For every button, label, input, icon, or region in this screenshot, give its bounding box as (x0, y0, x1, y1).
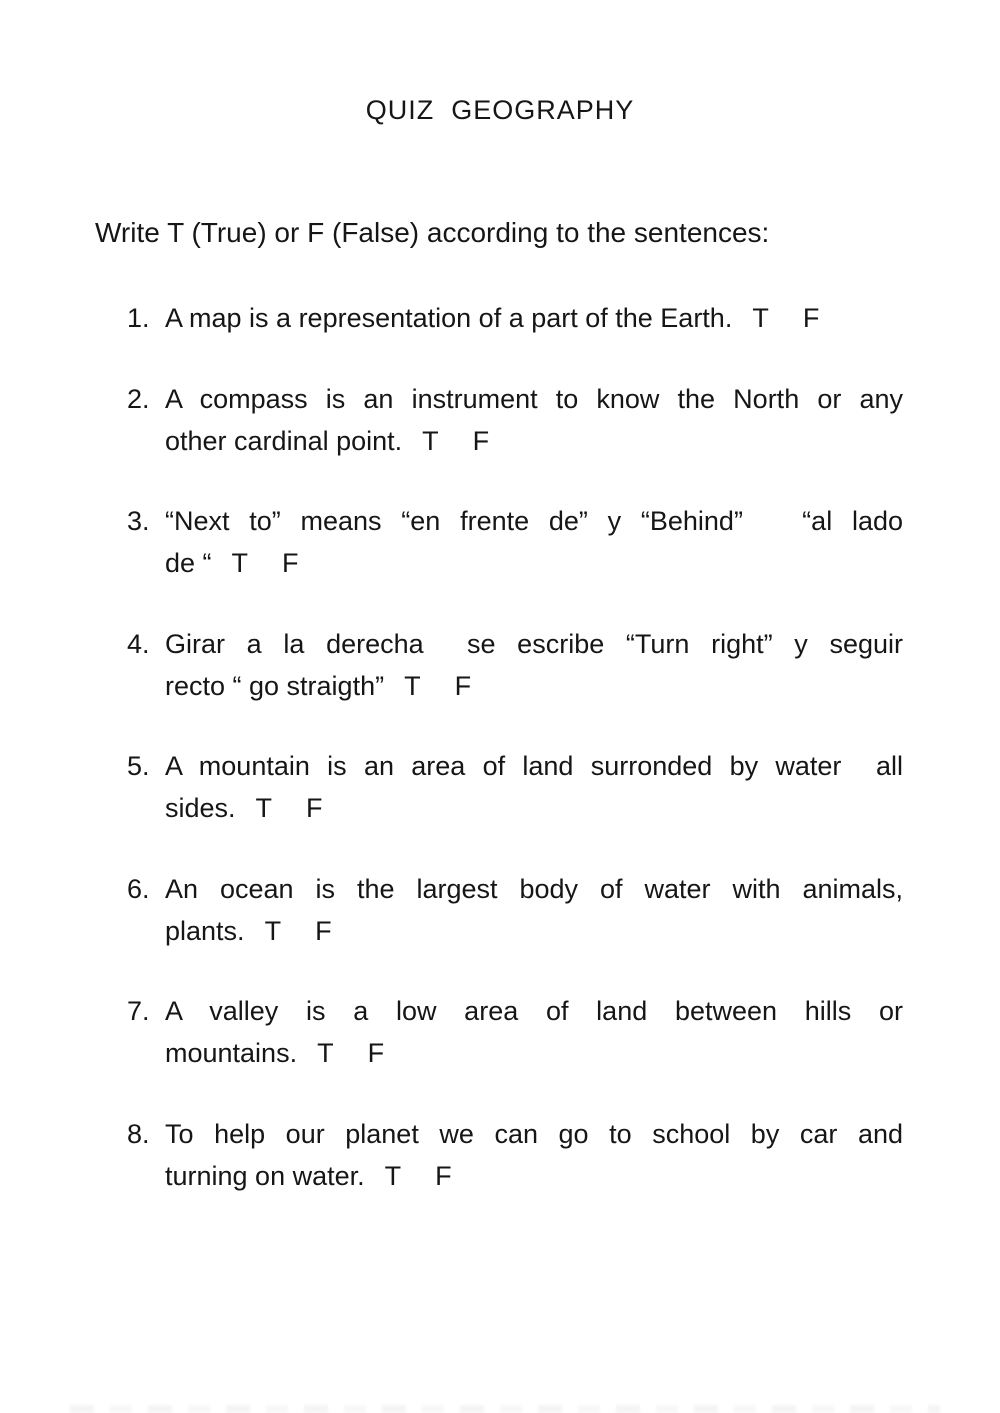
question-item (127, 868, 917, 952)
question-number: 6. (127, 873, 150, 904)
question-list (127, 297, 917, 1235)
false-option[interactable]: F (472, 425, 490, 456)
question-line-1: An ocean is the largest body of water with animals, (165, 873, 903, 904)
question-line-2 (165, 1155, 903, 1197)
true-option[interactable]: T (317, 1038, 334, 1068)
question-number: 5. (127, 751, 150, 781)
page-title: QUIZ GEOGRAPHY (365, 95, 635, 125)
question-line-2 (165, 787, 903, 829)
true-option[interactable]: T (255, 793, 273, 823)
question-text: plants. (165, 915, 245, 946)
true-option[interactable]: T (231, 548, 249, 578)
question-number: 4. (127, 628, 150, 659)
question-item (127, 297, 917, 339)
cut-off-text-line (70, 1405, 940, 1413)
question-item (127, 500, 917, 584)
question-text: mountains. (165, 1038, 298, 1068)
question-line-1: A valley is a low area of land between hills or (165, 996, 903, 1026)
true-option[interactable]: T (422, 425, 439, 456)
question-line-2 (165, 420, 903, 462)
false-option[interactable]: F (367, 1038, 385, 1068)
instruction-text: Write T (True) or F (False) according to the sentences: (95, 217, 770, 248)
question-text: turning on water. (165, 1160, 365, 1191)
question-number: 7. (127, 996, 150, 1026)
question-line-2 (165, 542, 903, 584)
question-line-2 (165, 1032, 903, 1074)
question-number: 1. (127, 303, 150, 333)
question-line-1 (165, 297, 903, 339)
false-option[interactable]: F (315, 915, 332, 946)
false-option[interactable]: F (435, 1160, 452, 1191)
question-line-1: A compass is an instrument to know the North or any (165, 383, 903, 414)
question-item (127, 623, 917, 707)
true-option[interactable]: T (752, 303, 769, 333)
question-number: 8. (127, 1118, 150, 1149)
question-text: other cardinal point. (165, 425, 403, 456)
false-option[interactable]: F (306, 793, 323, 823)
question-number: 2. (127, 383, 150, 414)
true-option[interactable]: T (264, 915, 282, 946)
question-text: de “ (165, 548, 212, 578)
question-line-1: Girar a la derecha se escribe “Turn right” y seguir (165, 628, 903, 659)
true-option[interactable]: T (404, 670, 421, 701)
question-item (127, 990, 917, 1074)
question-text: sides. (165, 793, 236, 823)
question-line-1: “Next to” means “en frente de” y “Behind” “al lado (165, 506, 903, 536)
question-line-1: To help our planet we can go to school by car and (165, 1118, 903, 1149)
question-item (127, 745, 917, 829)
false-option[interactable]: F (802, 303, 820, 333)
false-option[interactable]: F (282, 548, 299, 578)
false-option[interactable]: F (454, 670, 472, 701)
question-text: recto “ go straigth” (165, 670, 385, 701)
question-line-2 (165, 665, 903, 707)
question-line-2 (165, 910, 903, 952)
question-item (127, 378, 917, 462)
question-item (127, 1113, 917, 1197)
true-option[interactable]: T (384, 1160, 402, 1191)
question-text: A map is a representation of a part of the Earth. (165, 303, 733, 333)
question-number: 3. (127, 506, 150, 536)
question-line-1: A mountain is an area of land surronded by water all (165, 751, 903, 781)
